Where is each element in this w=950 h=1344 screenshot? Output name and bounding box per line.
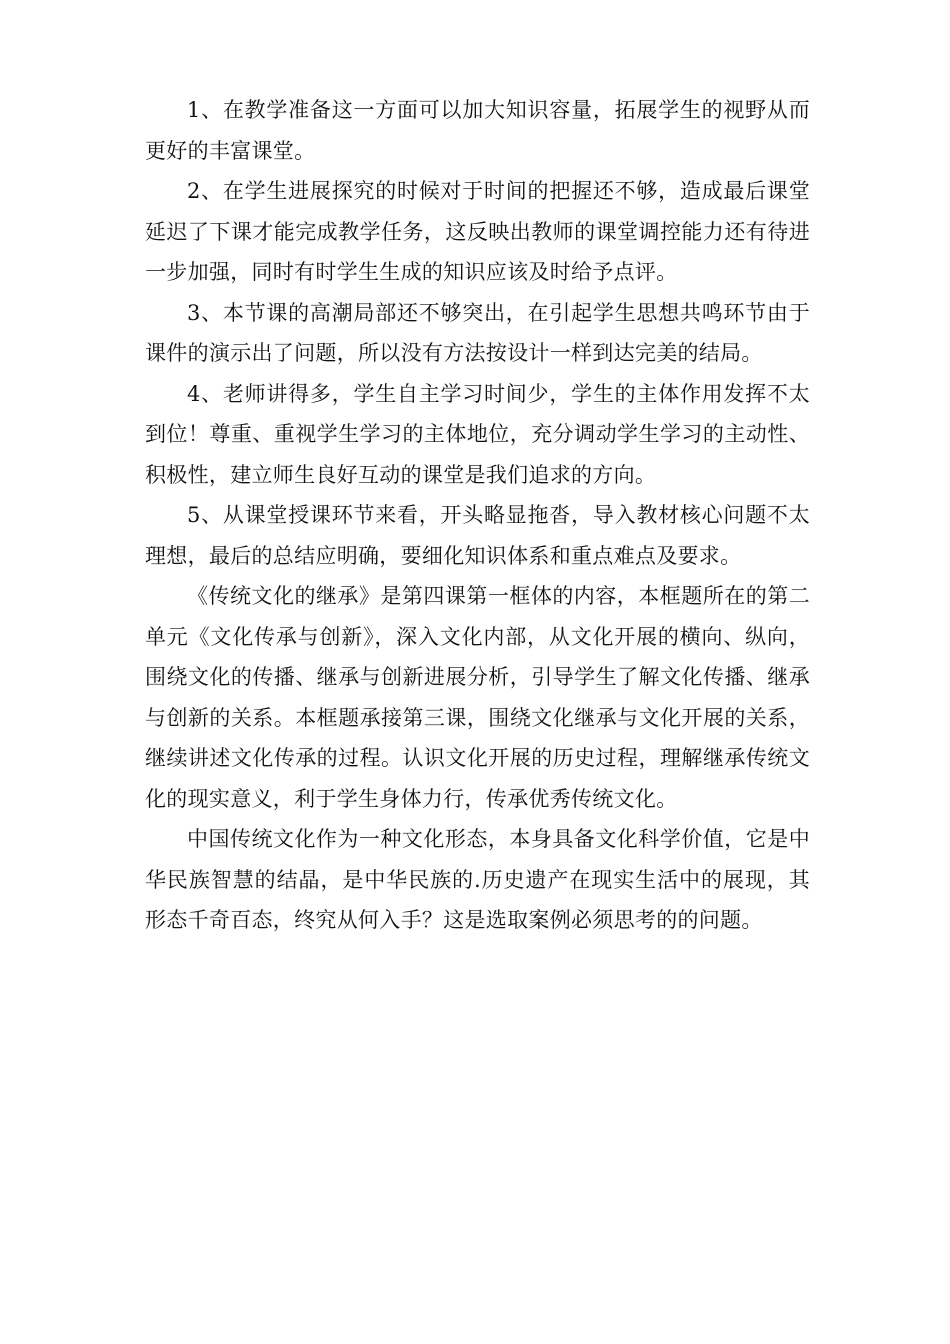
document-body [145,90,810,941]
paragraph-lesson-analysis: 《传统文化的继承》是第四课第一框体的内容，本框题所在的第二单元《文化传承与创新》，深入文化内部，从文化开展的横向、纵向，围绕文化的传播、继承与创新进展分析，引导学生了解文化传播、继承与创新的关系。本框题承接第三课，围绕文化继承与文化开展的关系，继续讲述文化传承的过程。认识文化开展的历史过程，理解继承传统文化的现实意义，利于学生身体力行，传承优秀传统文化。 [145,584,810,811]
paragraph-point-4: 4、老师讲得多，学生自主学习时间少，学生的主体作用发挥不太到位！尊重、重视学生学习的主体地位，充分调动学生学习的主动性、积极性，建立师生良好互动的课堂是我们追求的方向。 [145,381,810,487]
paragraph-point-2: 2、在学生进展探究的时候对于时间的把握还不够，造成最后课堂延迟了下课才能完成教学任务，这反映出教师的课堂调控能力还有待进一步加强，同时有时学生生成的知识应该及时给予点评。 [145,179,810,284]
paragraph-point-3: 3、本节课的高潮局部还不够突出，在引起学生思想共鸣环节由于课件的演示出了问题，所以没有方法按设计一样到达完美的结局。 [145,300,810,365]
paragraph-point-5: 5、从课堂授课环节来看，开头略显拖沓，导入教材核心问题不太理想，最后的总结应明确，要细化知识体系和重点难点及要求。 [145,503,810,568]
paragraph-point-1: 1、在教学准备这一方面可以加大知识容量，拓展学生的视野从而更好的丰富课堂。 [145,98,810,163]
paragraph-traditional-culture: 中国传统文化作为一种文化形态，本身具备文化科学价值，它是中华民族智慧的结晶，是中华民族的.历史遗产在现实生活中的展现，其形态千奇百态，终究从何入手？这是选取案例必须思考的的问题。 [145,827,810,932]
